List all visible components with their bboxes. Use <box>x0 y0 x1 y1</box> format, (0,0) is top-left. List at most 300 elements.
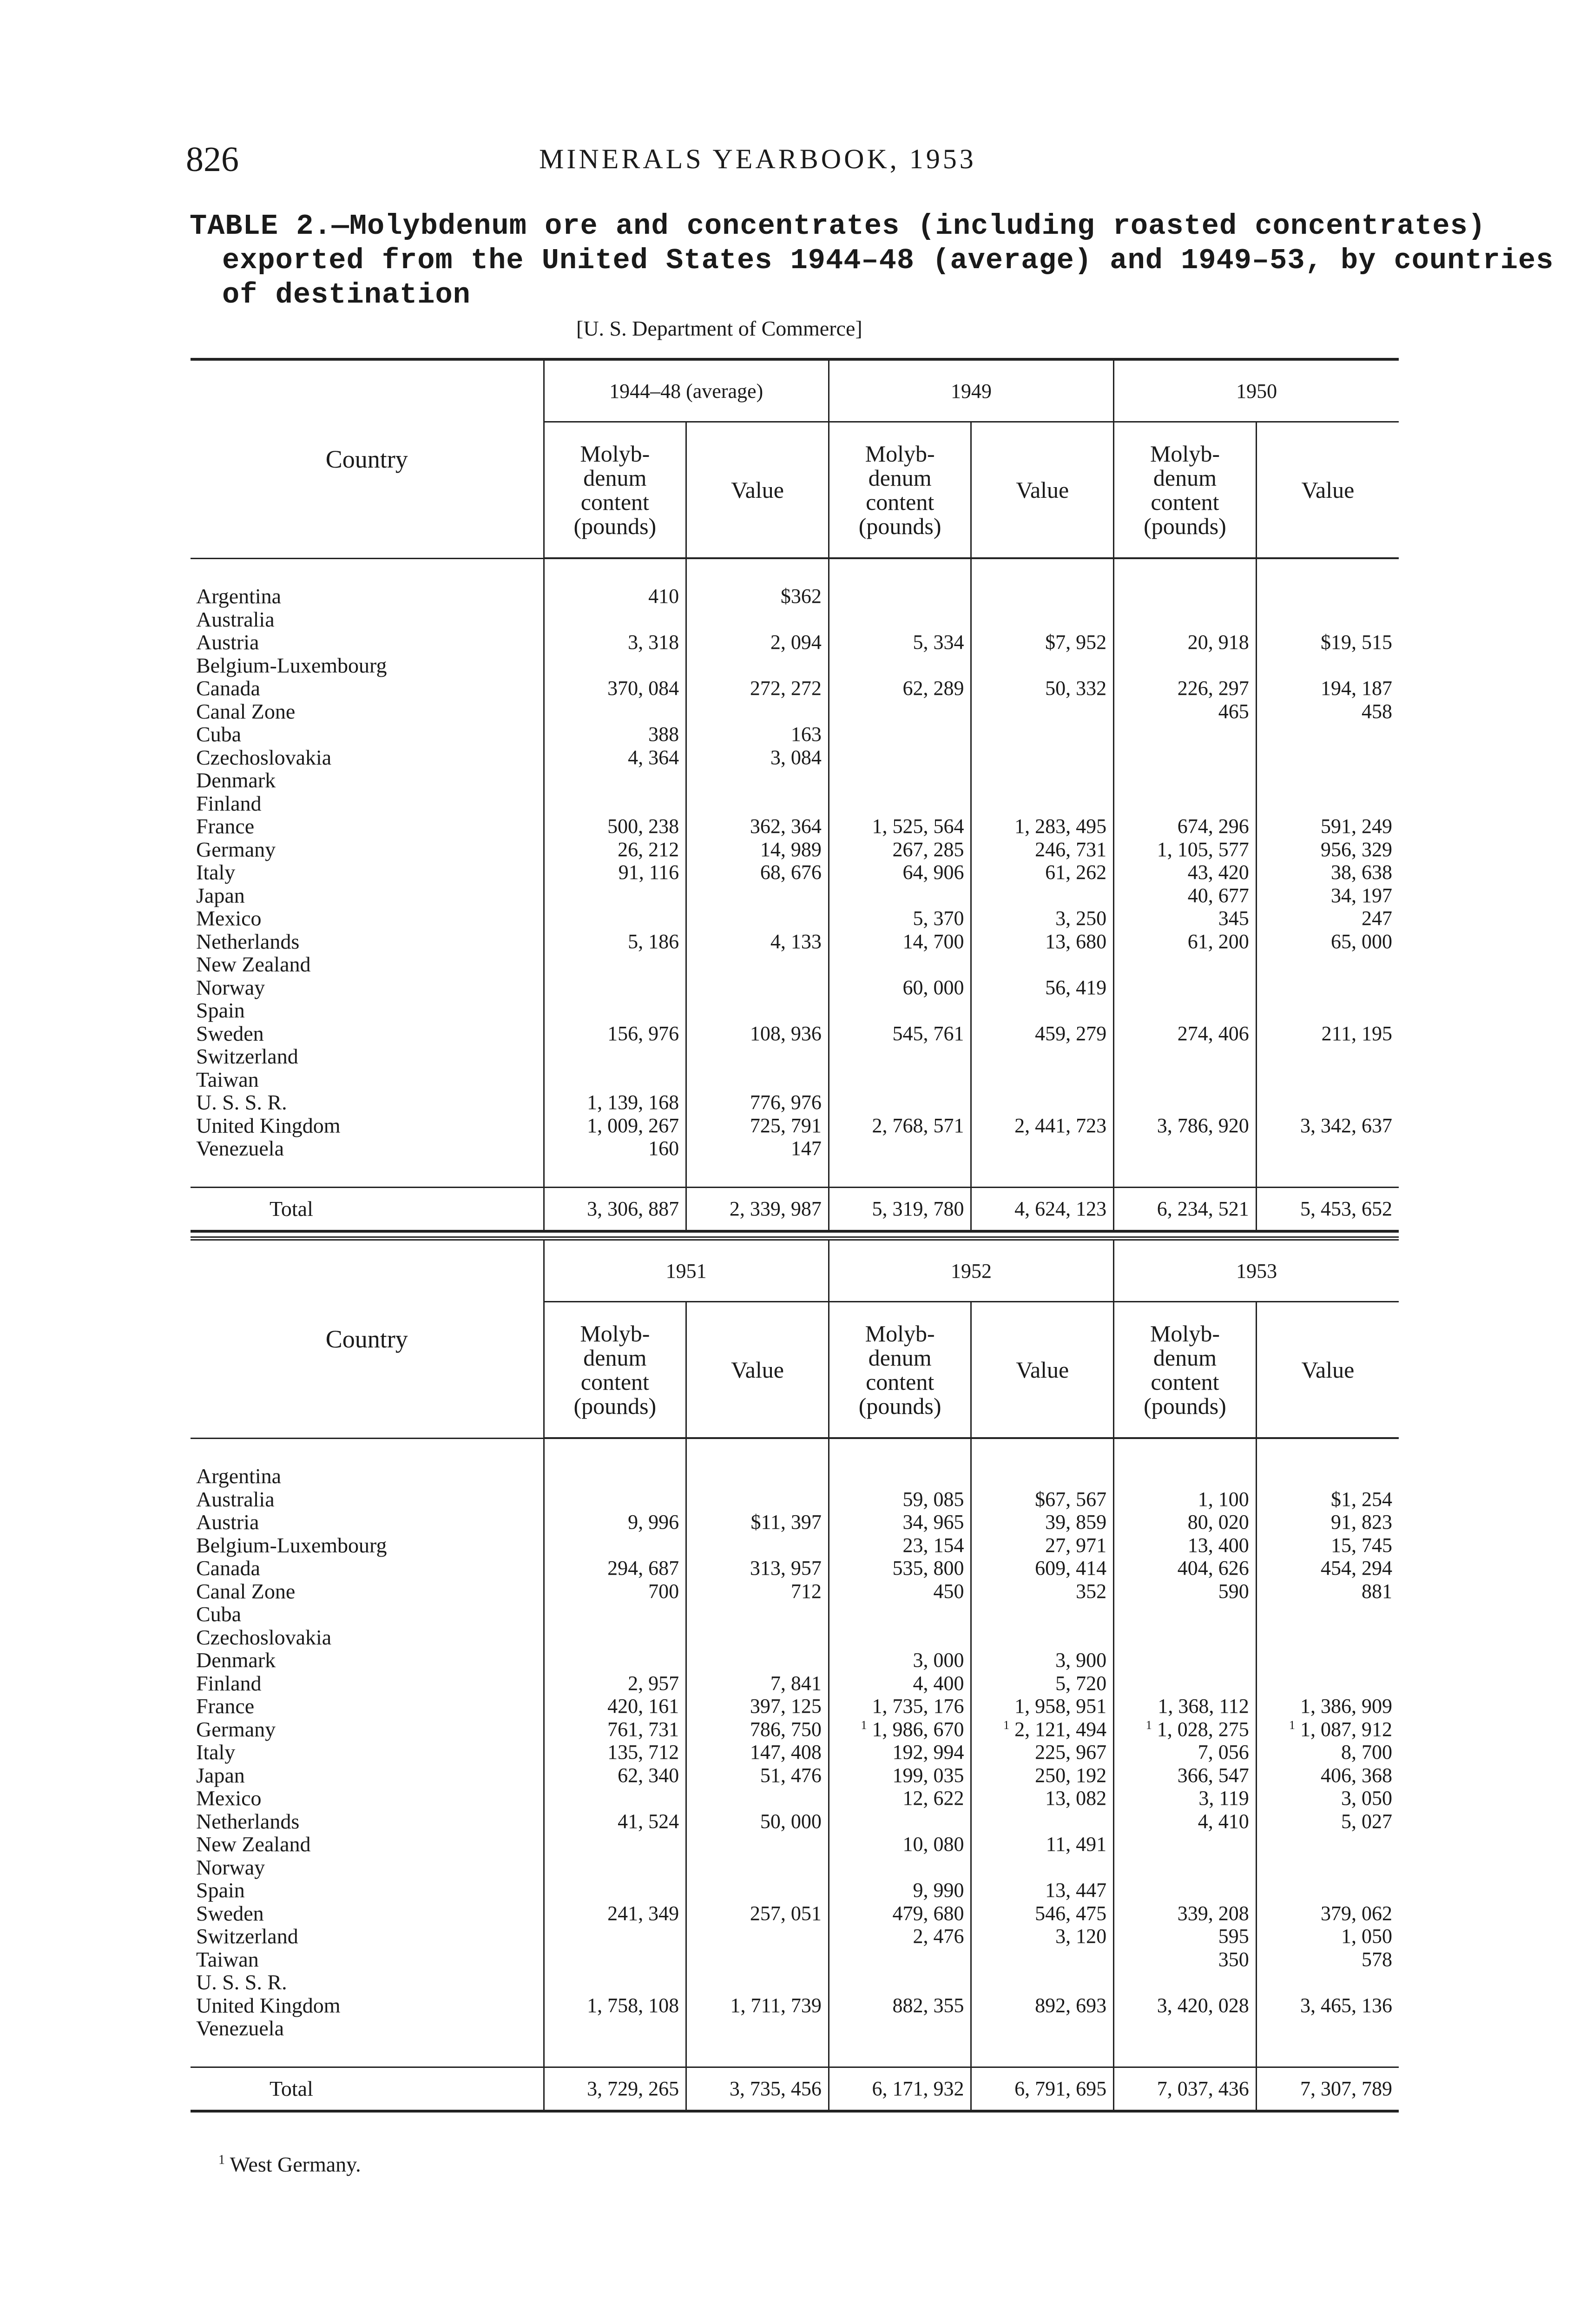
table-row <box>191 1603 1399 1626</box>
data-cell <box>686 1948 829 1972</box>
spacer-cell <box>829 1161 971 1188</box>
data-cell <box>1256 1115 1399 1138</box>
rule-cell <box>829 1230 971 1231</box>
cell-value: $67, 567 <box>1035 1487 1107 1511</box>
country-name: Taiwan <box>191 1948 544 1972</box>
data-cell <box>1114 1810 1257 1834</box>
data-cell <box>1114 1580 1257 1604</box>
spacer-cell <box>829 1438 971 1465</box>
cell-value: 12, 622 <box>902 1787 964 1809</box>
country-name: Canada <box>191 1557 544 1580</box>
total-cell: 6, 171, 932 <box>829 2067 971 2110</box>
data-cell <box>971 1091 1114 1115</box>
table-row <box>191 1626 1399 1650</box>
data-cell <box>1256 769 1399 792</box>
cell-value: 5, 720 <box>1055 1671 1107 1695</box>
cell-value: 590 <box>1218 1579 1249 1603</box>
table-title-line: TABLE 2.—Molybdenum ore and concentrates (including roasted concentrates) <box>190 210 1486 243</box>
table-row <box>191 861 1399 885</box>
table-title <box>190 209 1554 312</box>
value-header: Value <box>686 1302 829 1439</box>
data-cell <box>686 1580 829 1604</box>
data-cell <box>829 1672 971 1696</box>
data-cell <box>1256 1091 1399 1115</box>
cell-value: 4, 410 <box>1198 1809 1249 1833</box>
data-cell <box>686 1137 829 1161</box>
data-cell <box>544 1649 686 1672</box>
data-cell <box>1114 723 1257 746</box>
cell-value: 14, 700 <box>902 930 964 953</box>
total-cell: 3, 306, 887 <box>544 1187 686 1230</box>
data-cell <box>971 1971 1114 1994</box>
year-header: 1953 <box>1114 1239 1399 1302</box>
cell-value: 246, 731 <box>1035 838 1107 861</box>
cell-value: 4, 400 <box>913 1671 964 1695</box>
country-name: Canal Zone <box>191 700 544 724</box>
cell-value: 267, 285 <box>892 838 964 861</box>
data-cell <box>544 931 686 954</box>
cell-value: 1, 525, 564 <box>872 815 964 838</box>
data-cell <box>1256 1488 1399 1512</box>
data-cell <box>1256 1603 1399 1626</box>
data-cell <box>1114 654 1257 678</box>
data-cell <box>544 677 686 700</box>
data-cell <box>1114 677 1257 700</box>
data-cell <box>971 1115 1114 1138</box>
cell-value: 13, 680 <box>1045 930 1107 953</box>
cell-value: 2, 441, 723 <box>1014 1114 1107 1137</box>
cell-value: 1, 087, 912 <box>1300 1717 1392 1741</box>
cell-value: 397, 125 <box>750 1695 822 1717</box>
data-cell <box>1256 1695 1399 1718</box>
footnote-marker: 1 <box>218 2152 225 2167</box>
cell-value: 68, 676 <box>760 861 822 884</box>
cell-value: 60, 000 <box>902 976 964 999</box>
data-cell <box>829 1626 971 1650</box>
data-cell <box>686 2017 829 2040</box>
table-row <box>191 723 1399 746</box>
cell-value: 10, 080 <box>902 1833 964 1855</box>
spacer-cell <box>686 2040 829 2067</box>
data-cell <box>1256 838 1399 862</box>
data-cell <box>686 977 829 1000</box>
cell-value: 15, 745 <box>1331 1533 1392 1557</box>
data-cell <box>971 608 1114 632</box>
data-cell <box>1114 792 1257 816</box>
data-cell <box>686 861 829 885</box>
country-name: Spain <box>191 999 544 1023</box>
data-cell <box>686 1879 829 1902</box>
footnote-reference: 1 <box>1145 1718 1152 1732</box>
data-cell <box>971 1488 1114 1512</box>
data-cell <box>971 1718 1114 1742</box>
country-name: Germany <box>191 1718 544 1742</box>
data-cell <box>971 1902 1114 1926</box>
total-cell: 2, 339, 987 <box>686 1187 829 1230</box>
cell-value: 1, 386, 909 <box>1300 1695 1392 1717</box>
data-cell <box>544 1718 686 1742</box>
data-cell <box>1256 677 1399 700</box>
cell-value: 14, 989 <box>760 838 822 861</box>
data-cell <box>1114 907 1257 931</box>
data-cell <box>829 677 971 700</box>
country-name: Sweden <box>191 1902 544 1926</box>
header-text: content <box>866 1369 935 1395</box>
cell-value: 34, 197 <box>1331 884 1392 907</box>
country-name: Australia <box>191 608 544 632</box>
cell-value: 370, 084 <box>607 677 679 700</box>
spacer-cell <box>1114 1161 1257 1188</box>
data-cell <box>1114 1925 1257 1948</box>
data-cell <box>686 1741 829 1764</box>
table-row <box>191 999 1399 1023</box>
country-name: Japan <box>191 1764 544 1788</box>
spacer-cell <box>1256 558 1399 585</box>
data-cell <box>544 654 686 678</box>
rule-cell <box>544 1230 686 1231</box>
data-cell <box>544 792 686 816</box>
data-cell <box>1256 723 1399 746</box>
spacer-cell <box>971 1161 1114 1188</box>
table-row <box>191 1833 1399 1856</box>
cell-value: 257, 051 <box>750 1901 822 1925</box>
value-header: Value <box>971 422 1114 559</box>
data-cell <box>1114 1069 1257 1092</box>
cell-value: $362 <box>780 585 822 607</box>
spacer-cell <box>829 558 971 585</box>
data-cell <box>971 631 1114 654</box>
data-cell <box>686 677 829 700</box>
data-cell <box>829 1925 971 1948</box>
data-cell <box>1114 861 1257 885</box>
data-cell <box>544 1833 686 1856</box>
total-cell: 4, 624, 123 <box>971 1187 1114 1230</box>
spacer-cell <box>686 1161 829 1188</box>
cell-value: 404, 626 <box>1177 1557 1249 1579</box>
data-cell <box>971 1465 1114 1488</box>
data-cell <box>1114 1115 1257 1138</box>
data-cell <box>1114 608 1257 632</box>
country-name: Canal Zone <box>191 1580 544 1604</box>
spacer-row <box>191 1161 1399 1188</box>
cell-value: 4, 364 <box>628 746 679 769</box>
data-cell <box>686 654 829 678</box>
data-cell <box>1256 585 1399 608</box>
data-cell <box>1114 700 1257 724</box>
cell-value: $1, 254 <box>1331 1487 1392 1511</box>
country-name: Finland <box>191 792 544 816</box>
data-cell <box>829 700 971 724</box>
data-cell <box>971 1511 1114 1534</box>
cell-value: 535, 800 <box>892 1557 964 1579</box>
data-cell <box>1256 654 1399 678</box>
spacer-cell <box>544 2040 686 2067</box>
data-cell <box>829 931 971 954</box>
data-cell <box>686 999 829 1023</box>
data-cell <box>1114 1465 1257 1488</box>
cell-value: 454, 294 <box>1321 1557 1392 1579</box>
data-cell <box>971 1879 1114 1902</box>
data-cell <box>829 1741 971 1764</box>
data-cell <box>829 1603 971 1626</box>
data-cell <box>544 1695 686 1718</box>
table-row <box>191 1810 1399 1834</box>
cell-value: 2, 476 <box>913 1925 964 1948</box>
spacer-cell <box>1114 1438 1257 1465</box>
cell-value: 500, 238 <box>607 815 679 838</box>
data-cell <box>1256 1137 1399 1161</box>
data-cell <box>971 1994 1114 2018</box>
data-cell <box>829 1534 971 1558</box>
cell-value: 609, 414 <box>1035 1557 1107 1579</box>
spacer-cell <box>971 1438 1114 1465</box>
table-row <box>191 654 1399 678</box>
data-cell <box>1114 1787 1257 1810</box>
table-row <box>191 931 1399 954</box>
rule-cell <box>829 2110 971 2111</box>
country-name: Italy <box>191 861 544 885</box>
data-cell <box>544 2017 686 2040</box>
cell-value: 65, 000 <box>1331 930 1392 953</box>
table-row <box>191 1948 1399 1972</box>
cell-value: 3, 000 <box>913 1649 964 1671</box>
table-row <box>191 1137 1399 1161</box>
data-cell <box>971 792 1114 816</box>
cell-value: 410 <box>648 585 679 607</box>
data-cell <box>686 1534 829 1558</box>
data-cell <box>1114 585 1257 608</box>
cell-value: 38, 638 <box>1331 861 1392 884</box>
data-cell <box>971 1069 1114 1092</box>
table-row <box>191 1045 1399 1069</box>
rule-cell <box>544 2110 686 2111</box>
table-end-rule <box>191 1230 1399 1231</box>
data-cell <box>971 1695 1114 1718</box>
data-cell <box>1256 746 1399 770</box>
cell-value: 2, 094 <box>770 631 822 654</box>
table-row <box>191 1580 1399 1604</box>
data-cell <box>1114 1994 1257 2018</box>
data-cell <box>544 1902 686 1926</box>
data-cell <box>971 1948 1114 1972</box>
molybdenum-content-header <box>544 1302 686 1439</box>
header-text: Molyb- <box>580 441 650 467</box>
cell-value: 80, 020 <box>1187 1511 1249 1533</box>
data-cell <box>686 1994 829 2018</box>
header-text: content <box>1151 489 1219 515</box>
data-cell <box>686 1764 829 1788</box>
header-text: (pounds) <box>1144 513 1226 539</box>
table-row <box>191 1902 1399 1926</box>
data-cell <box>1256 1994 1399 2018</box>
cell-value: 3, 050 <box>1341 1787 1392 1809</box>
table-row <box>191 631 1399 654</box>
table-row <box>191 815 1399 838</box>
cell-value: 366, 547 <box>1177 1763 1249 1787</box>
table-row <box>191 1511 1399 1534</box>
cell-value: 3, 420, 028 <box>1157 1994 1249 2017</box>
data-cell <box>686 1115 829 1138</box>
rule-cell <box>191 2110 544 2111</box>
footnote-reference: 1 <box>861 1718 867 1732</box>
data-cell <box>1256 1948 1399 1972</box>
cell-value: 272, 272 <box>750 677 822 700</box>
cell-value: 545, 761 <box>892 1022 964 1045</box>
header-text: (pounds) <box>573 513 657 539</box>
data-cell <box>544 1137 686 1161</box>
data-cell <box>971 769 1114 792</box>
cell-value: 1, 028, 275 <box>1157 1717 1249 1741</box>
data-cell <box>544 1994 686 2018</box>
data-cell <box>1114 1649 1257 1672</box>
data-cell <box>1256 1069 1399 1092</box>
total-label: Total <box>191 1187 544 1230</box>
data-cell <box>829 608 971 632</box>
cell-value: 458 <box>1362 700 1392 723</box>
cell-value: 41, 524 <box>618 1809 679 1833</box>
data-cell <box>1256 1971 1399 1994</box>
data-cell <box>544 631 686 654</box>
data-cell <box>829 585 971 608</box>
table-row <box>191 1718 1399 1742</box>
data-cell <box>1114 999 1257 1023</box>
data-cell <box>686 1718 829 1742</box>
data-cell <box>686 1557 829 1580</box>
rule-cell <box>686 2110 829 2111</box>
header-text: Molyb- <box>1150 441 1220 467</box>
data-cell <box>686 1091 829 1115</box>
data-cell <box>1114 1695 1257 1718</box>
data-cell <box>1256 1557 1399 1580</box>
data-cell <box>1114 2017 1257 2040</box>
data-cell <box>1114 1741 1257 1764</box>
header-text: denum <box>868 1345 932 1371</box>
table-row <box>191 1488 1399 1512</box>
data-cell <box>544 700 686 724</box>
data-cell <box>1256 792 1399 816</box>
total-cell: 7, 307, 789 <box>1256 2067 1399 2110</box>
data-cell <box>544 1511 686 1534</box>
data-cell <box>829 1787 971 1810</box>
table-row <box>191 885 1399 908</box>
cell-value: 1, 139, 168 <box>587 1091 679 1114</box>
data-cell <box>686 1925 829 1948</box>
data-cell <box>1256 977 1399 1000</box>
data-cell <box>829 1557 971 1580</box>
country-name: Spain <box>191 1879 544 1902</box>
data-cell <box>544 815 686 838</box>
cell-value: $11, 397 <box>750 1511 822 1533</box>
data-cell <box>1114 1856 1257 1880</box>
country-name: Belgium-Luxembourg <box>191 654 544 678</box>
data-cell <box>829 792 971 816</box>
country-name: U. S. S. R. <box>191 1091 544 1115</box>
total-cell: 5, 453, 652 <box>1256 1187 1399 1230</box>
data-cell <box>971 1810 1114 1834</box>
cell-value: 163 <box>790 723 822 746</box>
data-cell <box>829 1948 971 1972</box>
data-cell <box>1114 1718 1257 1742</box>
data-cell <box>1256 1534 1399 1558</box>
table-row <box>191 1856 1399 1880</box>
cell-value: 712 <box>790 1579 822 1603</box>
header-text: (pounds) <box>573 1393 657 1419</box>
data-cell <box>829 1649 971 1672</box>
cell-value: 1, 735, 176 <box>872 1695 964 1717</box>
data-cell <box>1256 861 1399 885</box>
source-note: [U. S. Department of Commerce] <box>576 317 862 340</box>
cell-value: 20, 918 <box>1187 631 1249 654</box>
spacer-cell <box>829 2040 971 2067</box>
data-cell <box>1256 931 1399 954</box>
data-cell <box>686 1833 829 1856</box>
data-cell <box>544 1534 686 1558</box>
data-cell <box>829 746 971 770</box>
data-cell <box>829 1580 971 1604</box>
data-cell <box>829 1971 971 1994</box>
spacer-cell <box>1114 558 1257 585</box>
country-name: Canada <box>191 677 544 700</box>
data-cell <box>686 1695 829 1718</box>
cell-value: 91, 823 <box>1331 1511 1392 1533</box>
cell-value: 23, 154 <box>902 1533 964 1557</box>
country-name: Czechoslovakia <box>191 746 544 770</box>
data-cell <box>1256 2017 1399 2040</box>
table-title-line: of destination <box>222 278 471 311</box>
data-cell <box>1256 907 1399 931</box>
data-cell <box>971 953 1114 977</box>
data-cell <box>686 1045 829 1069</box>
cell-value: 1, 009, 267 <box>587 1114 679 1137</box>
country-name: Switzerland <box>191 1925 544 1948</box>
data-cell <box>686 746 829 770</box>
cell-value: 3, 318 <box>628 631 679 654</box>
data-cell <box>1256 1833 1399 1856</box>
cell-value: 294, 687 <box>607 1557 679 1579</box>
data-cell <box>1114 1948 1257 1972</box>
data-cell <box>686 885 829 908</box>
total-cell: 3, 735, 456 <box>686 2067 829 2110</box>
table-row <box>191 585 1399 608</box>
year-header: 1951 <box>544 1239 829 1302</box>
cell-value: 40, 677 <box>1187 884 1249 907</box>
data-cell <box>544 1971 686 1994</box>
data-cell <box>829 1718 971 1742</box>
cell-value: 591, 249 <box>1321 815 1392 838</box>
data-cell <box>1114 1488 1257 1512</box>
data-cell <box>1114 1902 1257 1926</box>
cell-value: 160 <box>648 1137 679 1160</box>
table-row <box>191 1023 1399 1046</box>
country-name: United Kingdom <box>191 1115 544 1138</box>
data-cell <box>544 1879 686 1902</box>
data-cell <box>971 999 1114 1023</box>
cell-value: 9, 996 <box>628 1511 679 1533</box>
spacer-cell <box>544 1438 686 1465</box>
data-cell <box>686 723 829 746</box>
data-cell <box>971 1603 1114 1626</box>
cell-value: 1, 283, 495 <box>1014 815 1107 838</box>
spacer-cell <box>191 1438 544 1465</box>
data-cell <box>1256 1045 1399 1069</box>
data-cell <box>686 1626 829 1650</box>
data-cell <box>829 1091 971 1115</box>
cell-value: 199, 035 <box>892 1763 964 1787</box>
molybdenum-content-header <box>1114 422 1257 559</box>
cell-value: 247 <box>1362 907 1392 930</box>
data-cell <box>1114 746 1257 770</box>
data-cell <box>686 1672 829 1696</box>
